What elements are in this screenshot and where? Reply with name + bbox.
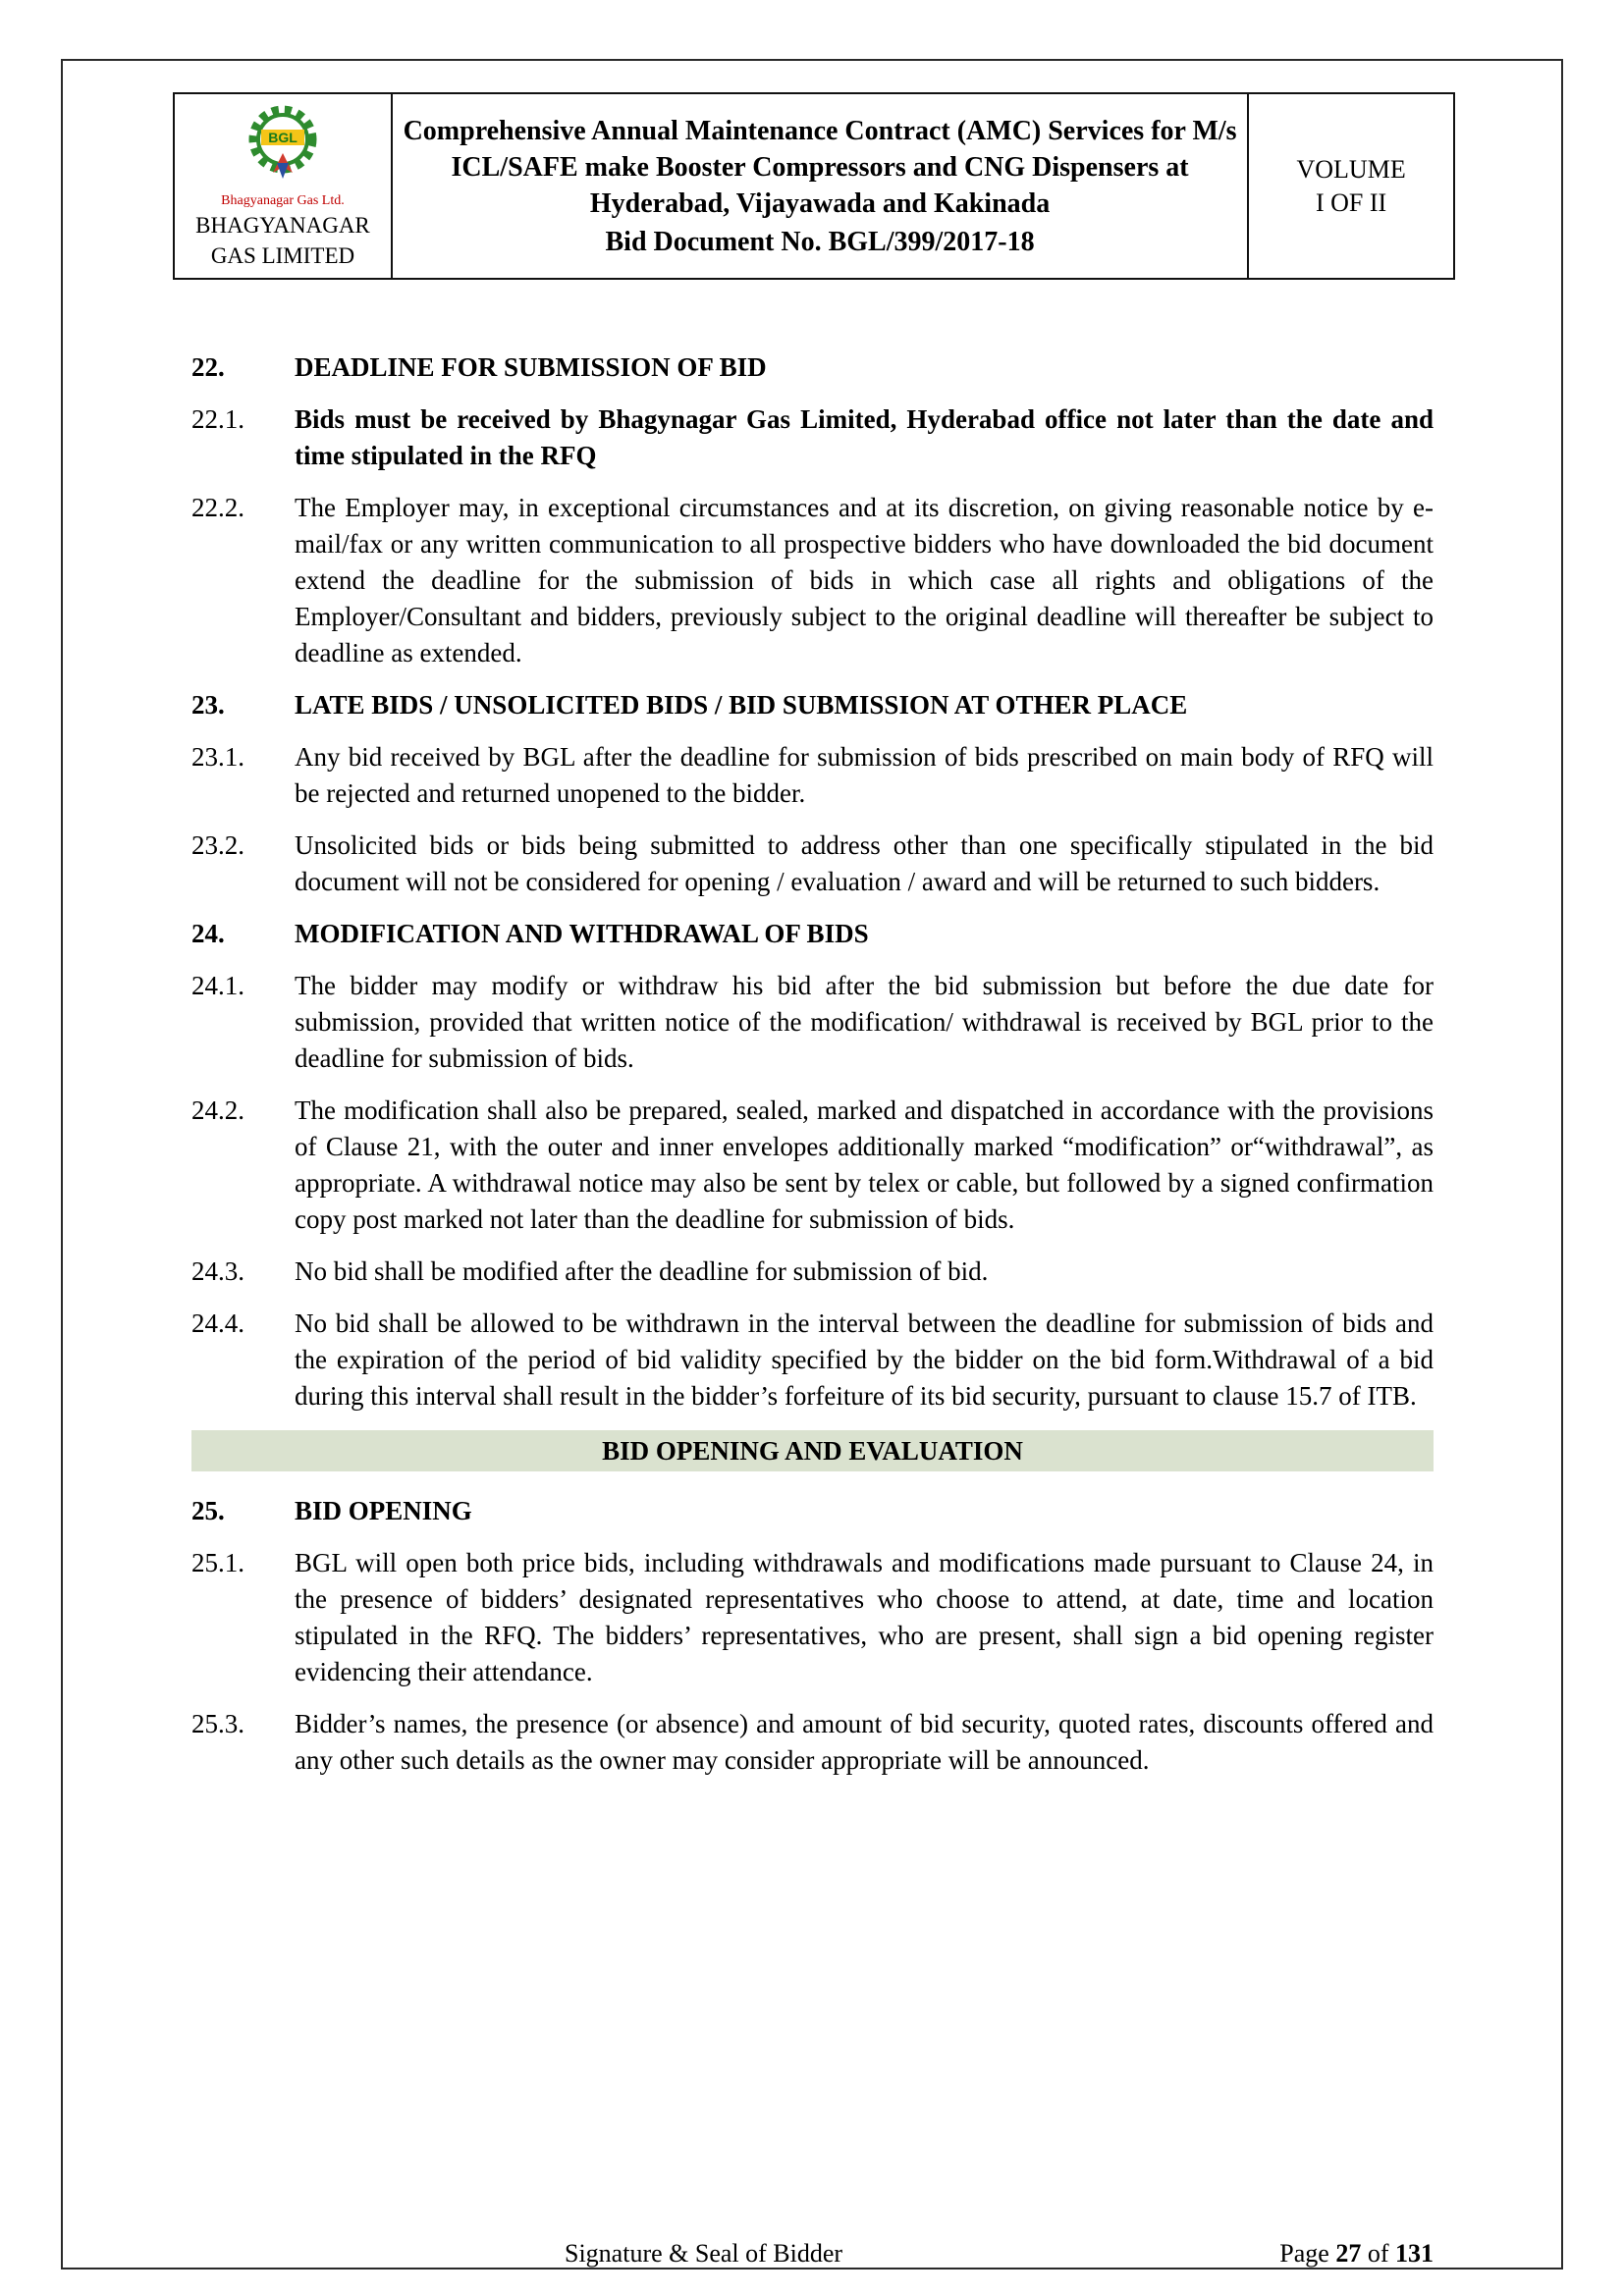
volume-line1: VOLUME (1296, 154, 1406, 184)
document-number: Bid Document No. BGL/399/2017-18 (605, 226, 1035, 257)
banner-text: BID OPENING AND EVALUATION (602, 1436, 1023, 1466)
section-heading-23 (191, 687, 1434, 723)
section-title: DEADLINE FOR SUBMISSION OF BID (295, 352, 767, 382)
clause-text: No bid shall be modified after the deadline for submission of bid. (295, 1256, 989, 1286)
clause-text: Bidder’s names, the presence (or absence) and amount of bid security, quoted rates, discounts offered and any other such details as the owner may consider appropriate will be announced. (295, 1709, 1434, 1775)
company-name-line1: BHAGYANAGAR (195, 213, 370, 238)
clause-25-3 (191, 1706, 1434, 1779)
clause-23-1 (191, 739, 1434, 812)
clause-number: 23.2. (191, 830, 244, 860)
clause-number: 25.3. (191, 1709, 244, 1738)
volume-line2: I OF II (1315, 187, 1387, 217)
section-number: 25. (191, 1496, 225, 1525)
volume-cell (1248, 93, 1454, 279)
page-total: 131 (1395, 2239, 1434, 2268)
clause-number: 22.2. (191, 493, 244, 522)
logo-acronym: BGL (268, 130, 298, 145)
clause-text: Any bid received by BGL after the deadline for submission of bids prescribed on main body of RFQ will be rejected and returned unopened to the bidder. (295, 742, 1434, 808)
header-table (173, 92, 1455, 280)
section-title: MODIFICATION AND WITHDRAWAL OF BIDS (295, 919, 869, 948)
section-number: 24. (191, 919, 225, 948)
section-number: 23. (191, 690, 225, 720)
section-number: 22. (191, 352, 225, 382)
clause-number: 22.1. (191, 404, 244, 434)
clause-text: The bidder may modify or withdraw his bid after the bid submission but before the due date for submission, provided that written notice of the modification/ withdrawal is received by BGL prior to the deadline for submission of bids. (295, 971, 1434, 1073)
clause-text: The modification shall also be prepared, sealed, marked and dispatched in accordance with the provisions of Clause 21, with the outer and inner envelopes additionally marked “modification” or“withdrawal”, as appropriate. A withdrawal notice may also be sent by telex or cable, but followed by a signed confirmation copy post marked not later than the deadline for submission of bids. (295, 1095, 1434, 1234)
clause-text: The Employer may, in exceptional circumstances and at its discretion, on giving reasonable notice by e-mail/fax or any written communication to all prospective bidders who have downloaded the bid document extend the deadline for the submission of bids in which case all rights and obligations of the Employer/Consultant and bidders, previously subject to the original deadline will thereafter be subject to deadline as extended. (295, 493, 1434, 667)
clause-number: 24.3. (191, 1256, 244, 1286)
section-title: LATE BIDS / UNSOLICITED BIDS / BID SUBMISSION AT OTHER PLACE (295, 690, 1188, 720)
clause-24-3 (191, 1254, 1434, 1290)
logo-caption: Bhagyanagar Gas Ltd. (221, 193, 345, 208)
clause-22-2 (191, 490, 1434, 671)
clause-text: BGL will open both price bids, including withdrawals and modifications made pursuant to Clause 24, in the presence of bidders’ designated representatives who choose to attend, at date, time and location stipulated in the RFQ. The bidders’ representatives, who are present, shall sign a bid opening register evidencing their attendance. (295, 1548, 1434, 1686)
section-heading-22 (191, 349, 1434, 386)
clause-25-1 (191, 1545, 1434, 1690)
section-heading-25 (191, 1493, 1434, 1529)
clause-24-2 (191, 1093, 1434, 1238)
page-number (1279, 2239, 1434, 2269)
clause-23-2 (191, 828, 1434, 900)
logo-cell (174, 93, 392, 279)
clause-22-1 (191, 401, 1434, 474)
clause-number: 24.1. (191, 971, 244, 1000)
page-prefix: Page (1279, 2239, 1336, 2268)
document-body (191, 344, 1434, 1794)
document-title: Comprehensive Annual Maintenance Contract (AMC) Services for M/s ICL/SAFE make Booster Compressors and CNG Dispensers at Hyderabad, Vijayawada and Kakinada (403, 115, 1237, 219)
page-footer (191, 2239, 1434, 2269)
clause-24-4 (191, 1306, 1434, 1415)
clause-24-1 (191, 968, 1434, 1077)
section-banner (191, 1430, 1434, 1471)
company-name-line2: GAS LIMITED (210, 243, 355, 268)
clause-number: 24.2. (191, 1095, 244, 1125)
clause-text: Unsolicited bids or bids being submitted to address other than one specifically stipulated in the bid document will not be considered for opening / evaluation / award and will be returned to such bidders. (295, 830, 1434, 896)
section-title: BID OPENING (295, 1496, 472, 1525)
signature-label: Signature & Seal of Bidder (565, 2239, 843, 2268)
clause-number: 23.1. (191, 742, 244, 772)
page-current: 27 (1335, 2239, 1362, 2268)
title-cell (392, 93, 1248, 279)
page-of: of (1361, 2239, 1395, 2268)
clause-text: No bid shall be allowed to be withdrawn in the interval between the deadline for submission of bids and the expiration of the period of bid validity specified by the bidder on the bid form.Withdrawal of a bid during this interval shall result in the bidder’s forfeiture of its bid security, pursuant to clause 15.7 of ITB. (295, 1308, 1434, 1411)
clause-number: 25.1. (191, 1548, 244, 1577)
clause-number: 24.4. (191, 1308, 244, 1338)
clause-text: Bids must be received by Bhagynagar Gas Limited, Hyderabad office not later than the date and time stipulated in the RFQ (295, 404, 1434, 470)
section-heading-24 (191, 916, 1434, 952)
bgl-logo-icon (232, 102, 334, 192)
